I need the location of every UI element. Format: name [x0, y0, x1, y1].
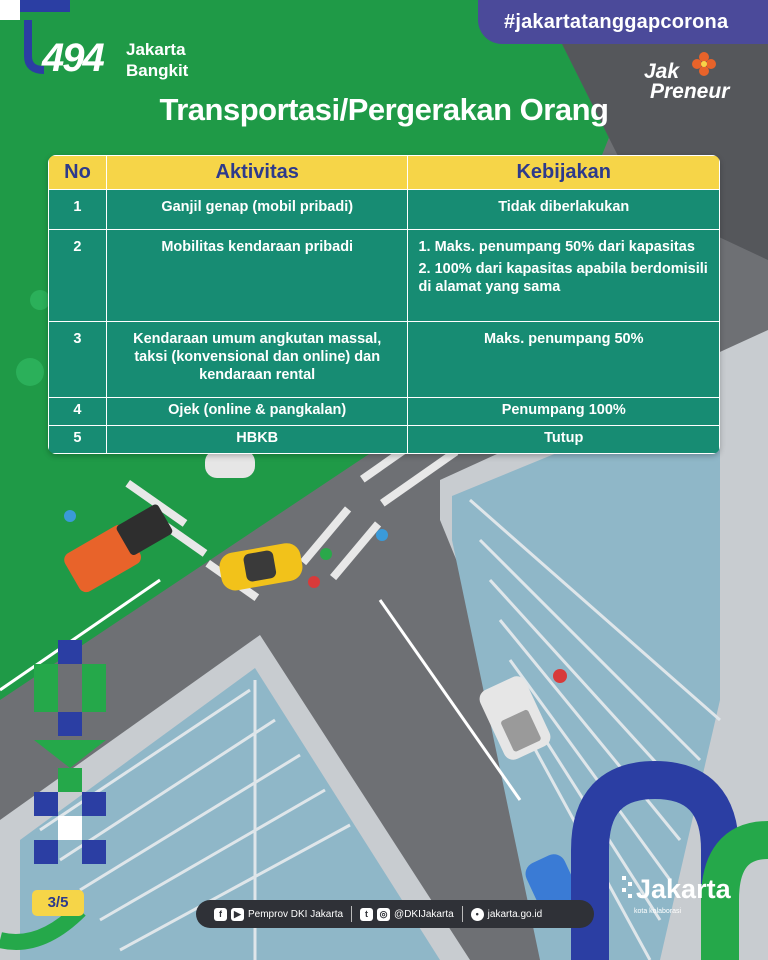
flower-icon	[690, 50, 718, 78]
facebook-icon[interactable]: f	[214, 908, 227, 921]
policy-table	[48, 155, 720, 454]
row-kebijakan: Maks. penumpang 50%	[408, 322, 720, 398]
hashtag-banner: #jakartatanggapcorona	[478, 0, 768, 44]
header-aktivitas: Aktivitas	[106, 156, 408, 190]
row-kebijakan: Tidak diberlakukan	[408, 190, 720, 230]
jakpreneur-line1: Jak	[644, 60, 680, 83]
jakarta-brand-logo	[620, 868, 740, 928]
social-bar	[196, 900, 594, 928]
row-kebijakan: Penumpang 100%	[408, 398, 720, 426]
table-header-row	[49, 156, 720, 190]
page-title: Transportasi/Pergerakan Orang	[159, 92, 609, 127]
logo-line2: Bangkit	[126, 61, 189, 80]
kebijakan-item: 1. Maks. penumpang 50% dari kapasitas	[418, 239, 695, 255]
table-row	[49, 426, 720, 454]
table-row	[49, 398, 720, 426]
brand-name: Jakarta	[636, 874, 731, 904]
logo-line1: Jakarta	[126, 40, 186, 59]
row-aktivitas: Mobilitas kendaraan pribadi	[106, 230, 408, 322]
instagram-icon[interactable]: ◎	[377, 908, 390, 921]
twitter-icon[interactable]: t	[360, 908, 373, 921]
social-group-pemprov	[206, 908, 351, 921]
row-no: 2	[49, 230, 107, 322]
table-row	[49, 230, 720, 322]
row-kebijakan: Tutup	[408, 426, 720, 454]
website-label[interactable]: jakarta.go.id	[487, 908, 543, 920]
row-aktivitas: Ganjil genap (mobil pribadi)	[106, 190, 408, 230]
logo-number: 494	[42, 36, 103, 80]
brand-tagline: kota kolaborasi	[634, 908, 682, 915]
row-kebijakan	[408, 230, 720, 322]
website-group	[463, 908, 550, 921]
table-row	[49, 190, 720, 230]
row-no: 4	[49, 398, 107, 426]
row-aktivitas: Kendaraan umum angkutan massal, taksi (konvensional dan online) dan kendaraan rental	[106, 322, 408, 398]
kebijakan-item: 2. 100% dari kapasitas apabila berdomisili di alamat yang sama	[418, 261, 708, 295]
page-indicator: 3/5	[32, 890, 84, 916]
jakarta-bangkit-logo	[14, 0, 214, 90]
dots-icon	[620, 874, 634, 904]
row-no: 3	[49, 322, 107, 398]
header-no: No	[49, 156, 107, 190]
row-no: 1	[49, 190, 107, 230]
web-icon[interactable]: •	[471, 908, 484, 921]
social-group-dki	[352, 908, 462, 921]
youtube-icon[interactable]: ▶	[231, 908, 244, 921]
row-no: 5	[49, 426, 107, 454]
jakpreneur-line2: Preneur	[650, 80, 730, 103]
table-row	[49, 322, 720, 398]
header-kebijakan: Kebijakan	[408, 156, 720, 190]
row-aktivitas: HBKB	[106, 426, 408, 454]
row-aktivitas: Ojek (online & pangkalan)	[106, 398, 408, 426]
social1-label[interactable]: Pemprov DKI Jakarta	[248, 908, 344, 920]
social2-label[interactable]: @DKIJakarta	[394, 908, 454, 920]
